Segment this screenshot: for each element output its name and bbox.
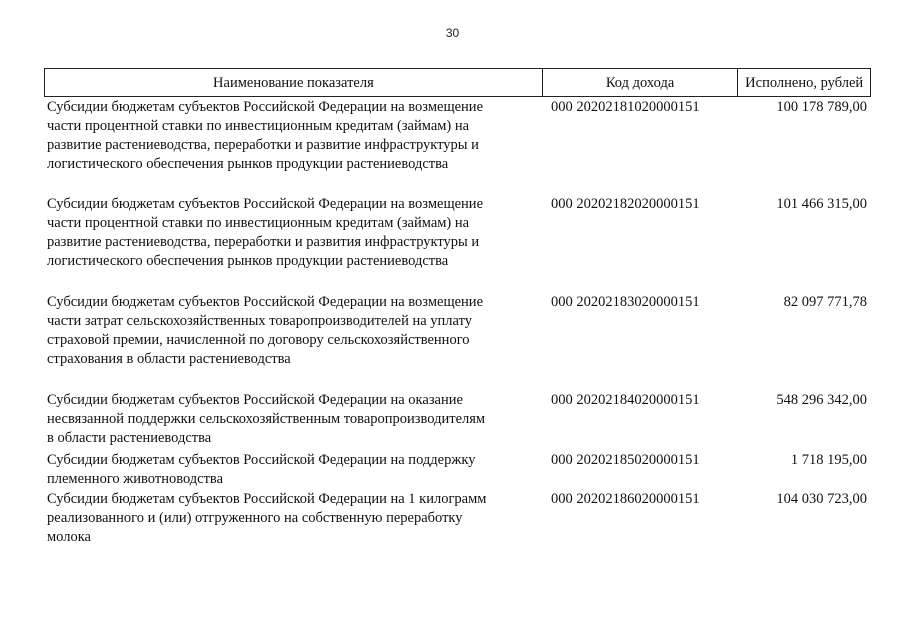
table-header — [44, 68, 871, 97]
row-amount: 100 178 789,00 — [776, 99, 867, 115]
row-name-line: Субсидии бюджетам субъектов Российской Федерации на оказание — [47, 392, 463, 408]
table-row — [44, 195, 871, 293]
row-code: 000 20202183020000151 — [551, 294, 700, 310]
row-name-line: молока — [47, 529, 91, 545]
row-amount: 1 718 195,00 — [790, 452, 867, 468]
row-name-line: реализованного и (или) отгруженного на собственную переработку — [47, 510, 463, 526]
row-name-line: части процентной ставки по инвестиционным кредитам (займам) на — [47, 118, 470, 134]
row-name-line: несвязанной поддержки сельскохозяйственным товаропроизводителям — [47, 411, 486, 427]
row-name-line: в области растениеводства — [47, 430, 212, 446]
row-name-line: Субсидии бюджетам субъектов Российской Федерации на возмещение — [47, 196, 483, 212]
row-name-line: страховой премии, начисленной по договору сельскохозяйственного — [47, 332, 470, 348]
row-name — [44, 98, 542, 195]
row-amount: 101 466 315,00 — [776, 196, 867, 212]
row-name-line: логистического обеспечения рынков продукции растениеводства — [47, 253, 449, 269]
row-code: 000 20202186020000151 — [551, 491, 700, 507]
row-name-line: Субсидии бюджетам субъектов Российской Федерации на 1 килограмм — [47, 491, 487, 507]
header-amount: Исполнено, рублей — [737, 69, 870, 96]
row-code: 000 20202181020000151 — [551, 99, 700, 115]
row-name — [44, 451, 542, 490]
row-name — [44, 391, 542, 451]
row-name — [44, 293, 542, 391]
row-amount: 548 296 342,00 — [776, 392, 867, 408]
table-row — [44, 98, 871, 195]
row-name-line: племенного животноводства — [47, 471, 224, 487]
table-row — [44, 451, 871, 490]
row-name-line: страхования в области растениеводства — [47, 351, 291, 367]
page-number: 30 — [445, 26, 460, 40]
table-row — [44, 490, 871, 550]
row-code: 000 20202185020000151 — [551, 452, 700, 468]
row-code: 000 20202182020000151 — [551, 196, 700, 212]
row-amount: 104 030 723,00 — [776, 491, 867, 507]
income-table — [44, 68, 871, 550]
row-name — [44, 490, 542, 550]
row-name-line: развитие растениеводства, переработки и развития инфраструктуры и — [47, 234, 480, 250]
row-name-line: Субсидии бюджетам субъектов Российской Федерации на возмещение — [47, 99, 483, 115]
row-name — [44, 195, 542, 293]
header-name: Наименование показателя — [213, 75, 374, 91]
table-row — [44, 293, 871, 391]
row-name-line: Субсидии бюджетам субъектов Российской Федерации на возмещение — [47, 294, 483, 310]
header-code: Код дохода — [542, 69, 738, 96]
table-row — [44, 391, 871, 451]
row-name-line: части затрат сельскохозяйственных товаропроизводителей на уплату — [47, 313, 473, 329]
row-name-line: части процентной ставки по инвестиционным кредитам (займам) на — [47, 215, 470, 231]
row-name-line: логистического обеспечения рынков продукции растениеводства — [47, 156, 449, 172]
row-code: 000 20202184020000151 — [551, 392, 700, 408]
row-amount: 82 097 771,78 — [783, 294, 867, 310]
row-name-line: развитие растениеводства, переработки и развитие инфраструктуры и — [47, 137, 479, 153]
row-name-line: Субсидии бюджетам субъектов Российской Федерации на поддержку — [47, 452, 476, 468]
